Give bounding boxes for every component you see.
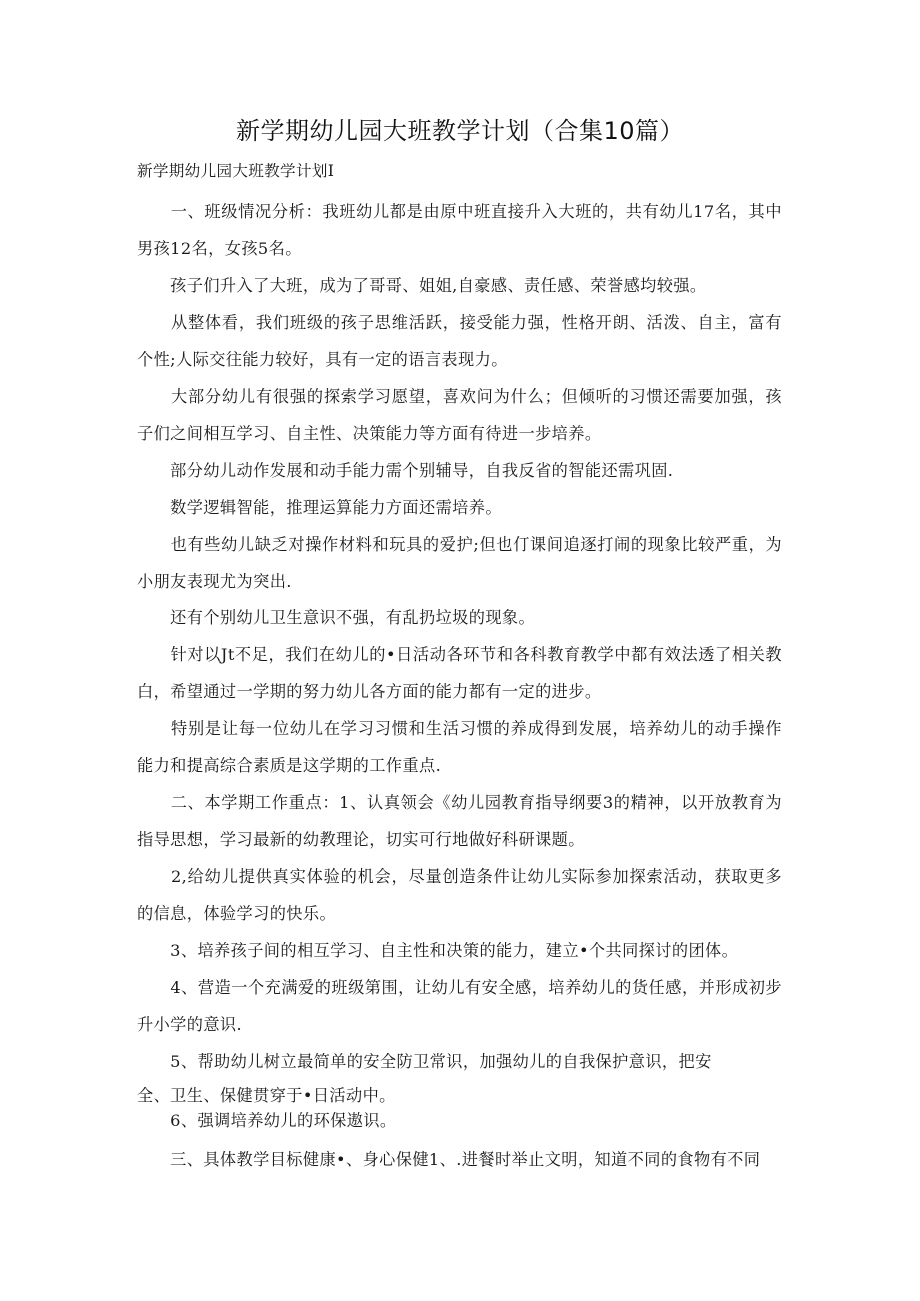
paragraph-work-focus: 二、本学期工作重点：1、认真领会《幼儿园教育指导纲要3的精神，以开放教育为指导思想，学习最新的幼教理论，切实可行地做好科研课题。 xyxy=(137,793,782,849)
paragraph-overall: 从整体看，我们班级的孩子思维活跃，接受能力强，性格开朗、活泼、自主，富有个性;人际交往能力较好，具有一定的语言表现力。 xyxy=(137,313,782,369)
paragraph-point-5-cont: 全、卫生、保健贯穿于•日活动中。 xyxy=(137,1086,396,1105)
paragraph-motor-skills: 部分幼儿动作发展和动手能力需个别辅导，自我反省的智能还需巩固. xyxy=(137,461,674,480)
paragraph-class-analysis: 一、班级情况分析：我班幼儿都是由原中班直接升入大班的，共有幼儿17名，其中男孩12名，女孩5名。 xyxy=(137,202,782,258)
paragraph-focus: 特别是让每一位幼儿在学习习惯和生活习惯的养成得到发展，培养幼儿的动手操作能力和提高综合素质是这学期的工作重点. xyxy=(137,719,782,775)
paragraph-point-2: 2,给幼儿提供真实体验的机会，尽量创造条件让幼儿实际参加探索活动，获取更多的信息，体验学习的快乐。 xyxy=(137,867,782,923)
document-subtitle: 新学期幼儿园大班教学计划I xyxy=(137,162,335,180)
paragraph-response: 针对以Jt不足，我们在幼儿的•日活动各环节和各科教育教学中都有效法透了相关教白，希望通过一学期的努力幼儿各方面的能力都有一定的进步。 xyxy=(137,645,782,701)
paragraph-math-logic: 数学逻辑智能，推理运算能力方面还需培养。 xyxy=(137,498,502,517)
paragraph-toy-care: 也有些幼儿缺乏对操作材料和玩具的爱护;但也仃课间追逐打闹的现象比较严重，为小朋友表现尤为突出. xyxy=(137,535,782,591)
paragraph-point-3: 3、培养孩子间的相互学习、自主性和决策的能力，建立•个共同探讨的团体。 xyxy=(137,941,739,960)
paragraph-exploration: 大部分幼儿有很强的探索学习愿望，喜欢问为什么；但倾听的习惯还需要加强，孩子们之间相互学习、自主性、决策能力等方面有待进一步培养。 xyxy=(137,387,782,443)
paragraph-point-5: 5、帮助幼儿树立最简单的安全防卫常识，加强幼儿的自我保护意识，把安 xyxy=(137,1052,712,1071)
document-title: 新学期幼儿园大班教学计划（合集10篇） xyxy=(235,117,685,145)
paragraph-point-4: 4、营造一个充满爱的班级第围，让幼儿有安全感，培养幼儿的货任感，并形成初步升小学的意识. xyxy=(137,978,782,1034)
paragraph-teaching-goals: 三、具体教学目标健康•、身心保健1、.进餐时举止文明，知道不同的食物有不同 xyxy=(137,1150,761,1169)
paragraph-upgrade: 孩子们升入了大班，成为了哥哥、姐姐,自豪感、责任感、荣誉感均较强。 xyxy=(137,276,707,295)
paragraph-hygiene: 还有个别幼儿卫生意识不强，有乱扔垃圾的现象。 xyxy=(137,608,536,627)
paragraph-point-6: 6、强调培养幼儿的环保遨识。 xyxy=(137,1111,397,1130)
